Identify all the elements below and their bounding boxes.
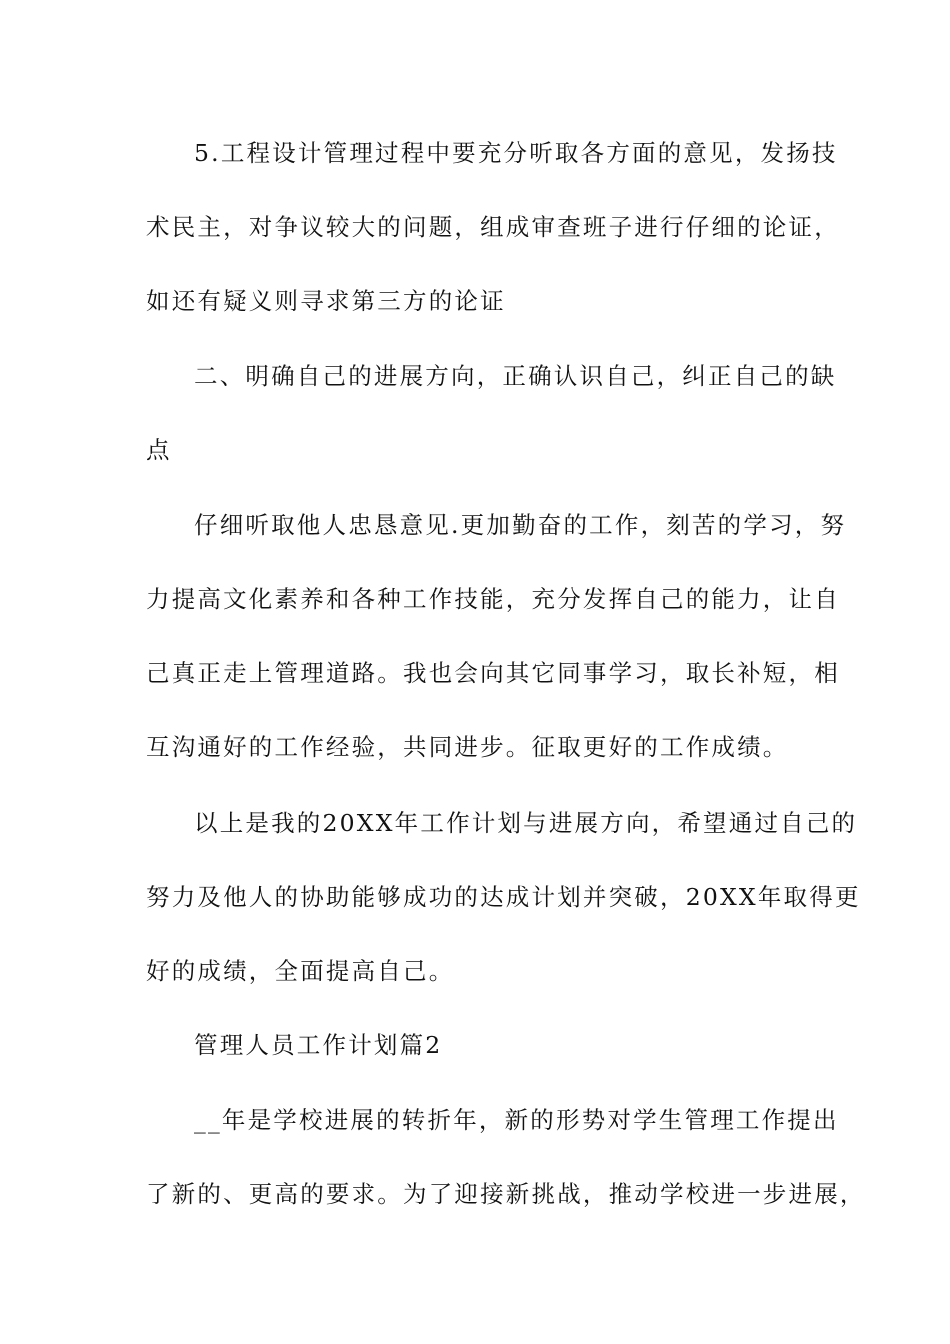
text-line: 5.工程设计管理过程中要充分听取各方面的意见，发扬技 <box>194 139 838 167</box>
text-line: 力提高文化素养和各种工作技能，充分发挥自己的能力，让自 <box>146 585 840 613</box>
text-line: 好的成绩，全面提高自己。 <box>146 957 455 985</box>
text-line: 仔细听取他人忠恳意见.更加勤奋的工作，刻苦的学习，努 <box>194 511 847 539</box>
paragraph-summary <box>146 786 861 1008</box>
paragraph-listen-advice <box>146 488 847 784</box>
text-line: 如还有疑义则寻求第三方的论证 <box>146 287 506 315</box>
section-heading-direction <box>146 339 837 487</box>
text-line: 互沟通好的工作经验，共同进步。征取更好的工作成绩。 <box>146 733 789 761</box>
text-line: 点 <box>146 436 172 464</box>
text-line: 了新的、更高的要求。为了迎接新挑战，推动学校进一步进展， <box>146 1180 866 1208</box>
text-line: 术民主，对争议较大的问题，组成审查班子进行仔细的论证， <box>146 213 840 241</box>
paragraph-design-management <box>146 116 840 338</box>
text-line: 己真正走上管理道路。我也会向其它同事学习，取长补短，相 <box>146 659 840 687</box>
text-line: 二、明确自己的进展方向，正确认识自己，纠正自己的缺 <box>194 362 837 390</box>
text-line: 努力及他人的协助能够成功的达成计划并突破，20XX年取得更 <box>146 883 861 911</box>
section-title-plan-2 <box>146 1008 816 1082</box>
text-line: __年是学校进展的转折年，新的形势对学生管理工作提出 <box>194 1106 839 1134</box>
text-line: 管理人员工作计划篇2 <box>194 1031 443 1059</box>
text-line: 以上是我的20XX年工作计划与进展方向，希望通过自己的 <box>194 809 858 837</box>
paragraph-school-year <box>146 1083 866 1231</box>
